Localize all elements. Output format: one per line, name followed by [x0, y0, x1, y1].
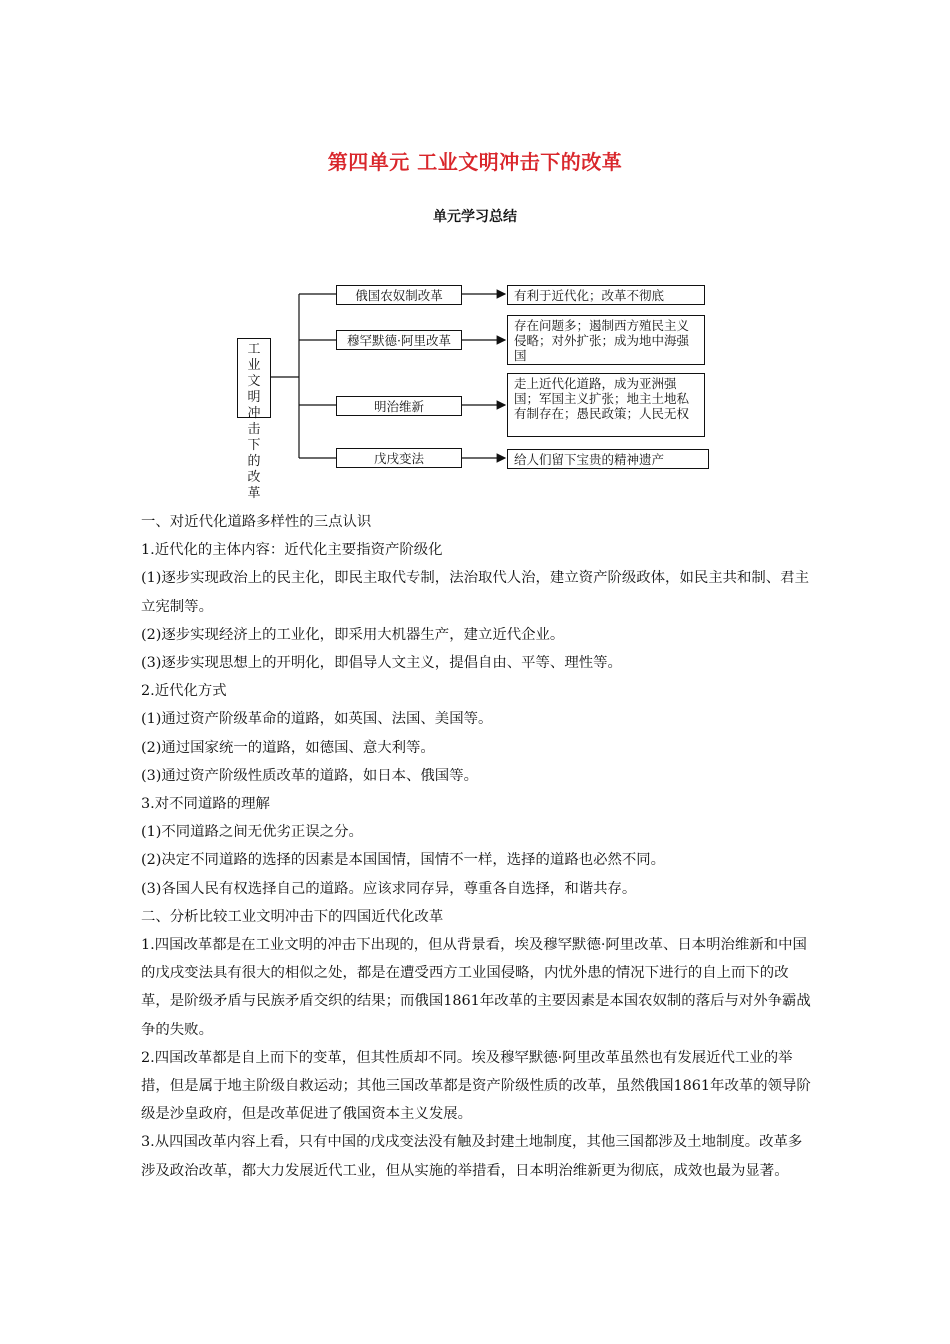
- paragraph: 3.从四国改革内容上看，只有中国的戊戌变法没有触及封建土地制度，其他三国都涉及土地制度。改革多涉及政治改革，都大力发展近代工业，但从实施的举措看，日本明治维新更为彻底，成效也最为显著。: [141, 1134, 803, 1179]
- branch-egypt: 穆罕默德·阿里改革: [336, 330, 462, 350]
- subheading-3: 3.对不同道路的理解: [141, 796, 270, 813]
- branch-russia: 俄国农奴制改革: [336, 285, 462, 305]
- paragraph: (3)通过资产阶级性质改革的道路，如日本、俄国等。: [141, 767, 478, 784]
- paragraph: (3)各国人民有权选择自己的道路。应该求同存异，尊重各自选择，和谐共存。: [141, 880, 637, 897]
- result-japan: 走上近代化道路，成为亚洲强国；军国主义扩张；地主土地私有制存在；愚民政策；人民无权: [507, 373, 705, 437]
- section-heading-1: 一、对近代化道路多样性的三点认识: [141, 514, 372, 530]
- body-text: [141, 508, 813, 1185]
- paragraph: (2)逐步实现经济上的工业化，即采用大机器生产，建立近代企业。: [141, 626, 565, 643]
- section-heading-2: 二、分析比较工业文明冲击下的四国近代化改革: [141, 908, 444, 925]
- subheading-2: 2.近代化方式: [141, 683, 227, 700]
- branch-japan: 明治维新: [336, 396, 462, 416]
- page-title: 第四单元 工业文明冲击下的改革: [327, 150, 623, 174]
- paragraph: (1)逐步实现政治上的民主化，即民主取代专制，法治取代人治，建立资产阶级政体，如民主共和制、君主立宪制等。: [141, 570, 809, 615]
- paragraph: (2)通过国家统一的道路，如德国、意大利等。: [141, 739, 435, 756]
- paragraph: (1)通过资产阶级革命的道路，如英国、法国、美国等。: [141, 711, 493, 728]
- concept-diagram-lines: [0, 0, 950, 500]
- diagram-root-box: 工业文明冲击下的改革: [237, 338, 271, 418]
- result-russia: 有利于近代化；改革不彻底: [507, 285, 705, 305]
- paragraph: (2)决定不同道路的选择的因素是本国国情，国情不一样，选择的道路也必然不同。: [141, 852, 666, 869]
- branch-china: 戊戌变法: [336, 448, 462, 468]
- paragraph: (3)逐步实现思想上的开明化，即倡导人文主义，提倡自由、平等、理性等。: [141, 655, 622, 672]
- result-egypt: 存在问题多；遏制西方殖民主义侵略；对外扩张；成为地中海强国: [507, 315, 705, 365]
- result-china: 给人们留下宝贵的精神遗产: [507, 449, 709, 469]
- paragraph: 2.四国改革都是自上而下的变革，但其性质却不同。埃及穆罕默德·阿里改革虽然也有发展近代工业的举措，但是属于地主阶级自救运动；其他三国改革都是资产阶级性质的改革，虽然俄国1861年改革的领导阶级是沙皇政府，但是改革促进了俄国资本主义发展。: [141, 1049, 811, 1123]
- page-subtitle: 单元学习总结: [433, 209, 517, 225]
- subheading-1: 1.近代化的主体内容：近代化主要指资产阶级化: [141, 542, 443, 559]
- paragraph: (1)不同道路之间无优劣正误之分。: [141, 824, 363, 841]
- paragraph: 1.四国改革都是在工业文明的冲击下出现的，但从背景看，埃及穆罕默德·阿里改革、日本明治维新和中国的戊戌变法具有很大的相似之处，都是在遭受西方工业国侵略，内忧外患的情况下进行的自上而下的改革，是阶级矛盾与民族矛盾交织的结果；而俄国1861年改革的主要因素是本国农奴制的落后与对外争霸战争的失败。: [141, 937, 811, 1038]
